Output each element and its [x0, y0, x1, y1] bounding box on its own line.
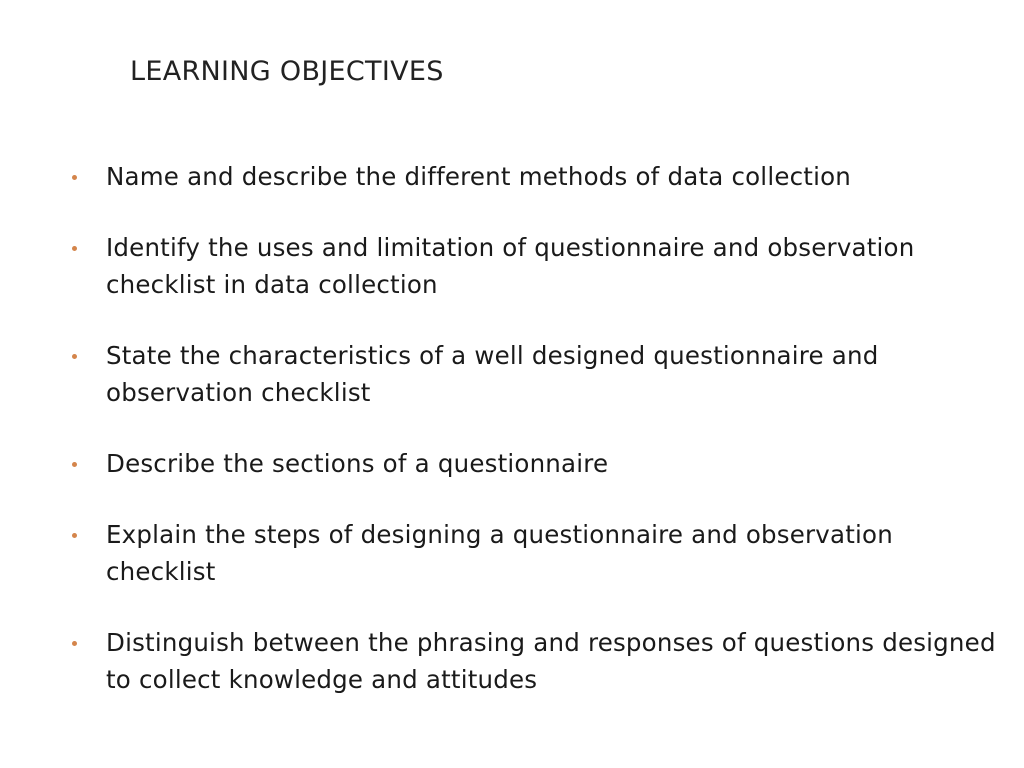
list-item [68, 445, 998, 482]
list-item [68, 624, 998, 698]
bullet-dot-icon [72, 175, 77, 180]
list-item-text: Describe the sections of a questionnaire [106, 449, 609, 478]
list-item-text: State the characteristics of a well designed questionnaire and observation checklist [106, 341, 879, 407]
bullet-dot-icon [72, 533, 77, 538]
slide-title: LEARNING OBJECTIVES [130, 56, 444, 87]
objectives-list [68, 158, 998, 732]
list-item-text: Explain the steps of designing a questionnaire and observation checklist [106, 520, 893, 586]
list-item-text: Name and describe the different methods of data collection [106, 162, 851, 191]
bullet-dot-icon [72, 246, 77, 251]
bullet-dot-icon [72, 641, 77, 646]
list-item-text: Identify the uses and limitation of questionnaire and observation checklist in data collection [106, 233, 915, 299]
list-item-text: Distinguish between the phrasing and responses of questions designed to collect knowledge and attitudes [106, 628, 996, 694]
list-item [68, 158, 998, 195]
list-item [68, 516, 998, 590]
bullet-dot-icon [72, 354, 77, 359]
list-item [68, 229, 998, 303]
bullet-dot-icon [72, 462, 77, 467]
list-item [68, 337, 998, 411]
